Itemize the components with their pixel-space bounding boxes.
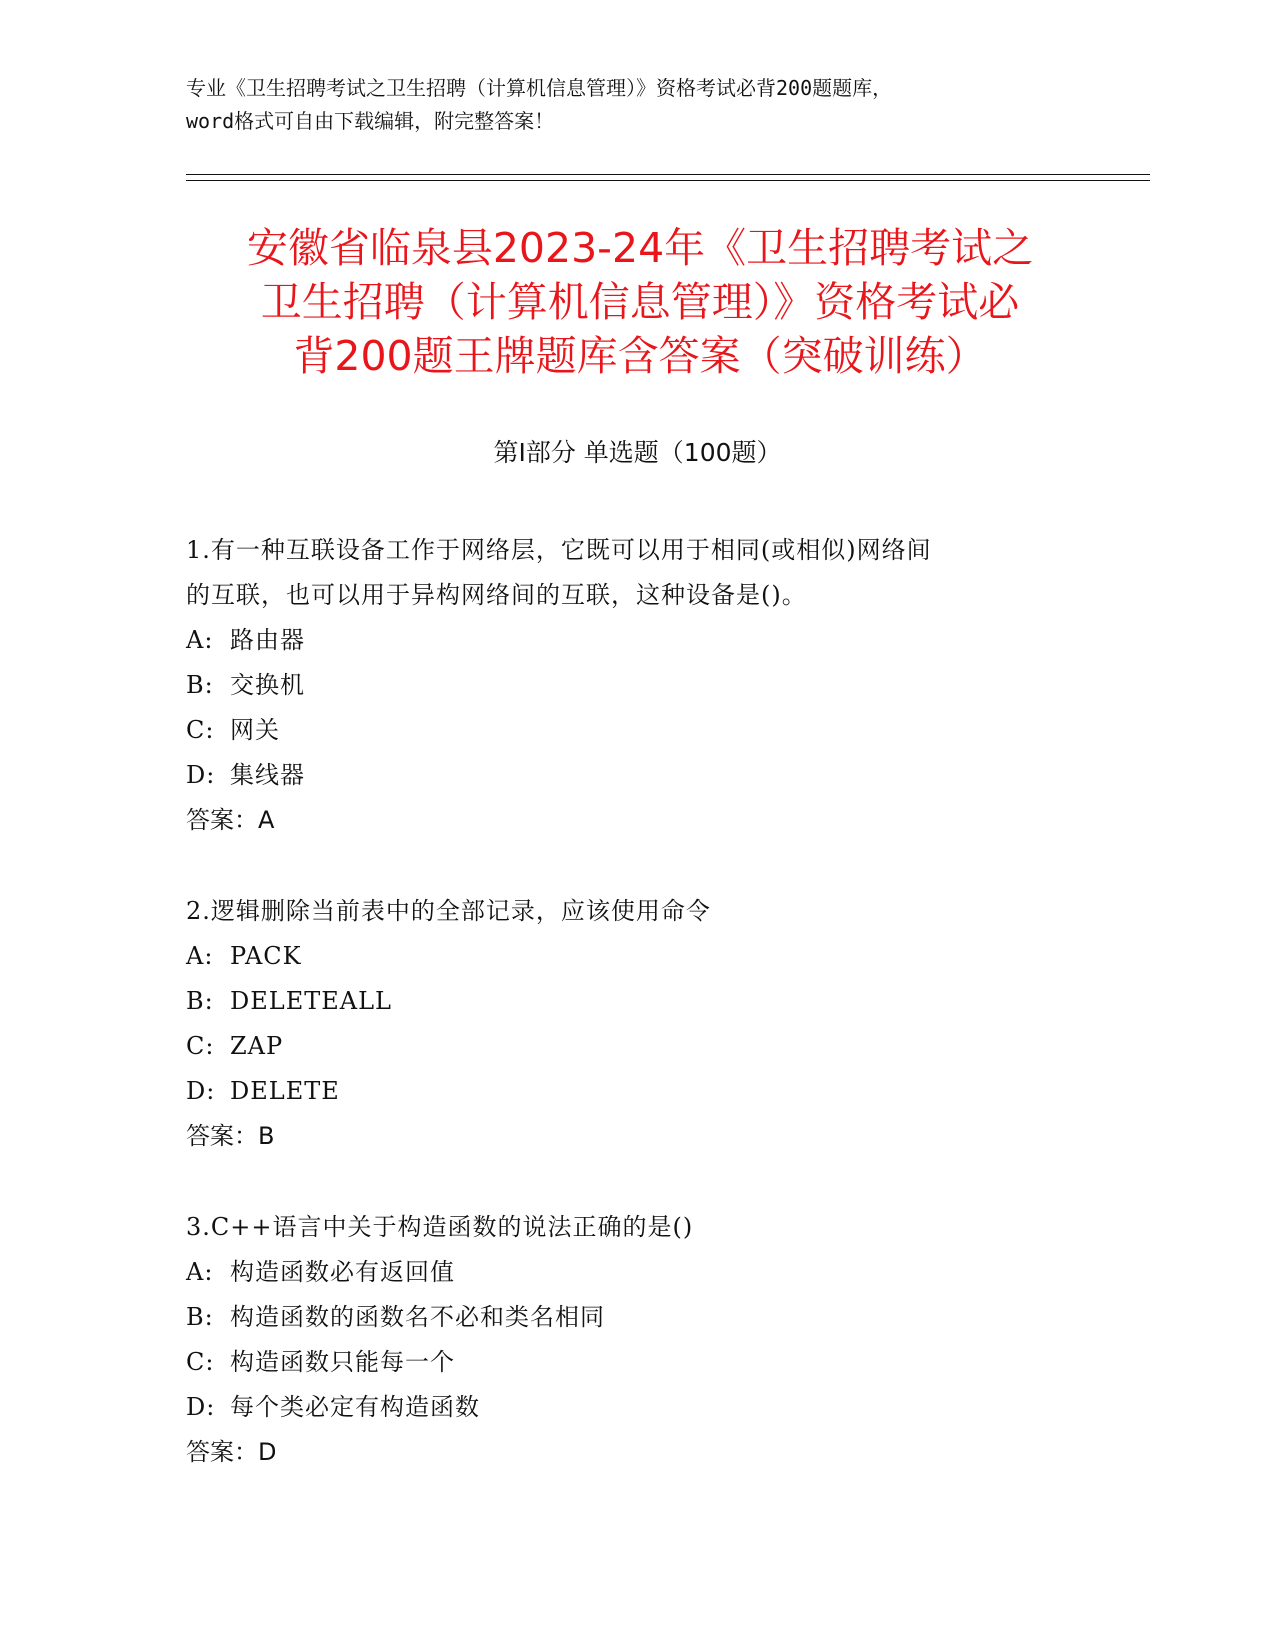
option-text: 构造函数只能每一个 xyxy=(230,1348,455,1376)
section-title: 第Ⅰ部分 单选题（100题） xyxy=(493,438,782,467)
answer-line: 答案：A xyxy=(186,806,275,834)
option-letter: B: xyxy=(186,1303,214,1331)
option-b xyxy=(186,979,1086,1024)
question-stem-continued: 的互联，也可以用于异构网络间的互联，这种设备是()。 xyxy=(186,581,807,609)
question-stem: 3.C++语言中关于构造函数的说法正确的是() xyxy=(186,1213,694,1241)
option-text: 交换机 xyxy=(230,671,305,699)
option-b xyxy=(186,1295,1086,1340)
option-letter: D: xyxy=(186,1077,216,1105)
option-text: 构造函数的函数名不必和类名相同 xyxy=(230,1303,605,1331)
option-a xyxy=(186,1250,1086,1295)
option-text: 网关 xyxy=(230,716,280,744)
option-letter: D: xyxy=(186,761,216,789)
option-text: DELETE xyxy=(230,1077,340,1105)
option-text: DELETEALL xyxy=(230,987,392,1015)
option-letter: A: xyxy=(186,626,214,654)
intro-line-1: 专业《卫生招聘考试之卫生招聘（计算机信息管理）》资格考试必背200题题库， xyxy=(186,76,893,100)
option-text: 集线器 xyxy=(230,761,305,789)
title-line-3: 背200题王牌题库含答案（突破训练） xyxy=(293,332,987,380)
question-3 xyxy=(186,1205,1086,1475)
option-c xyxy=(186,1340,1086,1385)
option-b xyxy=(186,663,1086,708)
option-d xyxy=(186,753,1086,798)
option-letter: B: xyxy=(186,987,214,1015)
option-text: 每个类必定有构造函数 xyxy=(230,1393,480,1421)
question-stem: 2.逻辑删除当前表中的全部记录，应该使用命令 xyxy=(186,897,711,925)
option-text: 构造函数必有返回值 xyxy=(230,1258,455,1286)
option-text: PACK xyxy=(230,942,302,970)
question-list xyxy=(186,528,1086,1521)
option-text: 路由器 xyxy=(230,626,305,654)
option-a xyxy=(186,934,1086,979)
option-d xyxy=(186,1385,1086,1430)
option-c xyxy=(186,708,1086,753)
option-letter: A: xyxy=(186,1258,214,1286)
question-2 xyxy=(186,889,1086,1159)
question-stem: 1.有一种互联设备工作于网络层，它既可以用于相同(或相似)网络间 xyxy=(186,536,932,564)
answer-line: 答案：B xyxy=(186,1122,275,1150)
title-line-2: 卫生招聘（计算机信息管理）》资格考试必 xyxy=(260,278,1020,326)
option-letter: D: xyxy=(186,1393,216,1421)
title-line-1: 安徽省临泉县2023-24年《卫生招聘考试之 xyxy=(246,224,1034,272)
intro-text xyxy=(186,72,1106,138)
document-title xyxy=(150,221,1130,383)
option-letter: C: xyxy=(186,1348,215,1376)
option-d xyxy=(186,1069,1086,1114)
header-rule-top xyxy=(186,174,1150,175)
intro-line-2: word格式可自由下载编辑，附完整答案！ xyxy=(186,109,555,133)
header-rule-bottom xyxy=(186,180,1150,181)
option-c xyxy=(186,1024,1086,1069)
question-1 xyxy=(186,528,1086,843)
option-text: ZAP xyxy=(230,1032,284,1060)
option-letter: A: xyxy=(186,942,214,970)
option-letter: B: xyxy=(186,671,214,699)
option-a xyxy=(186,618,1086,663)
option-letter: C: xyxy=(186,1032,215,1060)
answer-line: 答案：D xyxy=(186,1438,277,1466)
option-letter: C: xyxy=(186,716,215,744)
